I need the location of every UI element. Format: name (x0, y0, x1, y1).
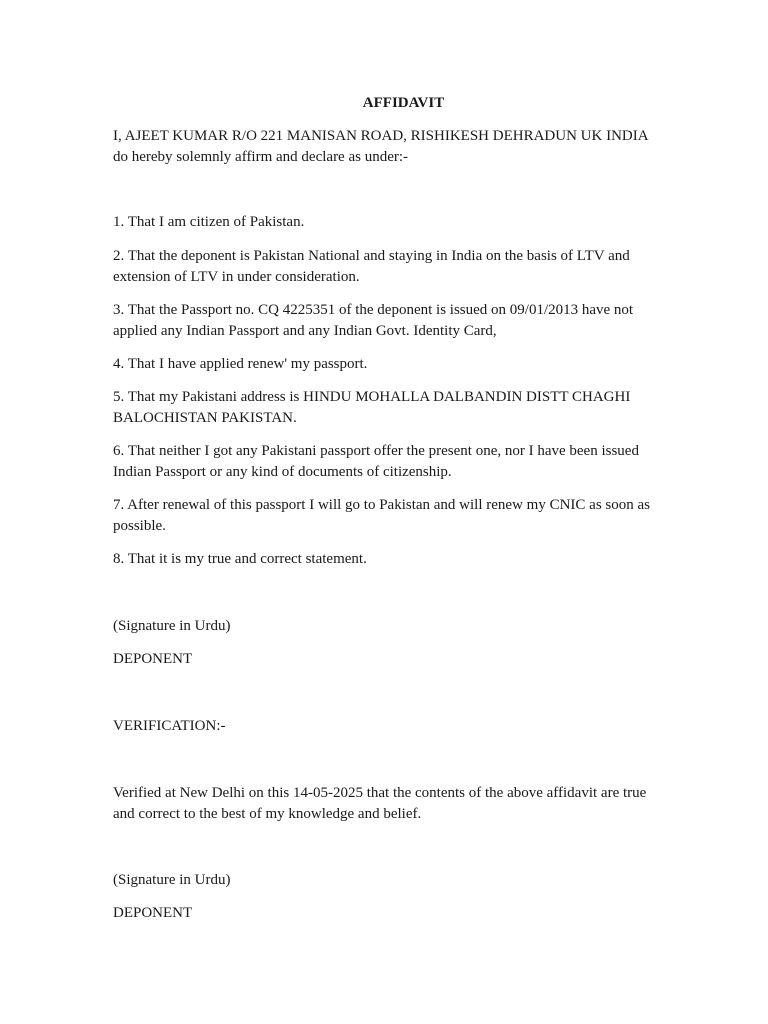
clause-4: 4. That I have applied renew' my passport. (113, 356, 368, 372)
clause-7: 7. After renewal of this passport I will go to Pakistan and will renew my CNIC as soon as possible. (113, 497, 650, 534)
document-title: AFFIDAVIT (362, 95, 445, 111)
clause-3: 3. That the Passport no. CQ 4225351 of the deponent is issued on 09/01/2013 have not applied any Indian Passport and any Indian Govt. Identity Card, (113, 302, 634, 339)
clause-8: 8. That it is my true and correct statement. (113, 551, 367, 567)
signature-note-2: (Signature in Urdu) (113, 872, 231, 888)
verification-paragraph: Verified at New Delhi on this 14-05-2025 that the contents of the above affidavit are true and correct to the best of my knowledge and belief. (113, 785, 647, 822)
clause-2: 2. That the deponent is Pakistan National and staying in India on the basis of LTV and extension of LTV in under consideration. (113, 248, 630, 285)
deponent-label-1: DEPONENT (113, 651, 193, 667)
deponent-label-2: DEPONENT (113, 905, 193, 921)
clause-5: 5. That my Pakistani address is HINDU MOHALLA DALBANDIN DISTT CHAGHI BALOCHISTAN PAKISTAN. (113, 389, 631, 426)
intro-paragraph: I, AJEET KUMAR R/O 221 MANISAN ROAD, RISHIKESH DEHRADUN UK INDIA do hereby solemnly affirm and declare as under:- (113, 128, 648, 165)
signature-note-1: (Signature in Urdu) (113, 618, 231, 634)
clause-1: 1. That I am citizen of Pakistan. (113, 214, 305, 230)
clause-6: 6. That neither I got any Pakistani passport offer the present one, nor I have been issued Indian Passport or any kind of documents of citizenship. (113, 443, 639, 480)
verification-heading: VERIFICATION:- (113, 718, 226, 734)
